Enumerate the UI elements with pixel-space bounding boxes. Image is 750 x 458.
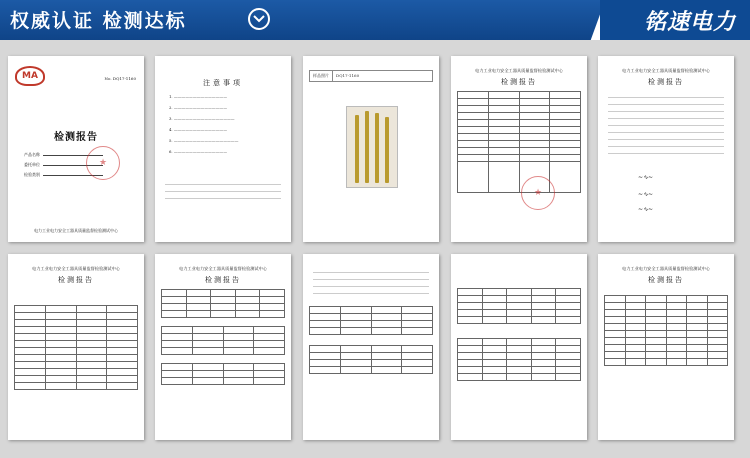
test-report-page[interactable] — [8, 254, 144, 440]
report-table — [161, 363, 285, 385]
report-center: 电力工业电力安全工器具质量监督检验测试中心 — [622, 266, 710, 271]
notice-line: 5. ————————————————— — [169, 138, 239, 143]
rod-image — [365, 111, 369, 183]
sample-photo-page[interactable] — [303, 56, 439, 242]
notice-line: 1. —————————————— — [169, 94, 227, 99]
red-seal-stamp — [86, 146, 120, 180]
report-title: 检测报告 — [58, 276, 94, 284]
rod-image — [375, 113, 379, 183]
test-report-page[interactable] — [598, 254, 734, 440]
signature: ~∿~ — [638, 174, 654, 181]
report-table — [309, 306, 433, 335]
brand-block — [600, 0, 750, 40]
report-title: 检测报告 — [501, 78, 537, 86]
report-table — [161, 326, 285, 355]
banner-title: 权威认证 检测达标 — [10, 10, 187, 32]
sample-photo — [346, 106, 398, 188]
test-report-page[interactable] — [598, 56, 734, 242]
notice-contact-lines — [161, 184, 285, 199]
notice-line: 4. —————————————— — [169, 127, 227, 132]
report-table — [604, 295, 728, 366]
report-cover-page[interactable] — [8, 56, 144, 242]
report-number: No. DQ17-1160 — [104, 76, 136, 81]
cover-field: 委托单位 — [24, 162, 103, 168]
notice-line: 6. —————————————— — [169, 149, 227, 154]
rod-image — [355, 115, 359, 183]
report-text-lines — [604, 97, 728, 154]
report-table — [309, 345, 433, 374]
report-table — [457, 288, 581, 324]
ma-certification-logo: MA — [15, 66, 45, 86]
sample-number: DQ17-1160 — [336, 73, 360, 78]
report-center: 电力工业电力安全工器具质量监督检验测试中心 — [622, 68, 710, 73]
sample-title: 样品照片 — [310, 71, 333, 81]
notice-line: 3. ———————————————— — [169, 116, 235, 121]
test-report-page[interactable] — [451, 56, 587, 242]
chevron-down-circle-icon — [248, 8, 270, 30]
brand-name: 铭速电力 — [643, 10, 736, 35]
report-table — [14, 305, 138, 390]
report-title: 检测报告 — [648, 78, 684, 86]
notice-title: 注意事项 — [203, 79, 243, 87]
notice-page[interactable] — [155, 56, 291, 242]
header-banner — [0, 0, 750, 40]
cover-field: 产品名称 — [24, 152, 103, 158]
report-text-lines — [309, 272, 433, 294]
report-table — [457, 91, 581, 193]
rod-image — [385, 117, 389, 183]
signature: ~∿~ — [638, 191, 654, 198]
report-title: 检测报告 — [648, 276, 684, 284]
sample-header — [309, 70, 433, 82]
report-center: 电力工业电力安全工器具质量监督检验测试中心 — [475, 68, 563, 73]
cover-footer: 电力工业电力安全工器具质量监督检验测试中心 — [34, 228, 118, 233]
signature: ~∿~ — [638, 206, 654, 213]
cover-field: 检验类别 — [24, 172, 103, 178]
report-center: 电力工业电力安全工器具质量监督检验测试中心 — [179, 266, 267, 271]
report-center: 电力工业电力安全工器具质量监督检验测试中心 — [32, 266, 120, 271]
test-report-page[interactable] — [303, 254, 439, 440]
cover-title: 检测报告 — [54, 132, 98, 143]
test-report-page[interactable] — [451, 254, 587, 440]
report-table — [457, 338, 581, 381]
report-title: 检测报告 — [205, 276, 241, 284]
report-table — [161, 289, 285, 318]
notice-line: 2. —————————————— — [169, 105, 227, 110]
test-report-page[interactable] — [155, 254, 291, 440]
red-seal-stamp — [521, 176, 555, 210]
